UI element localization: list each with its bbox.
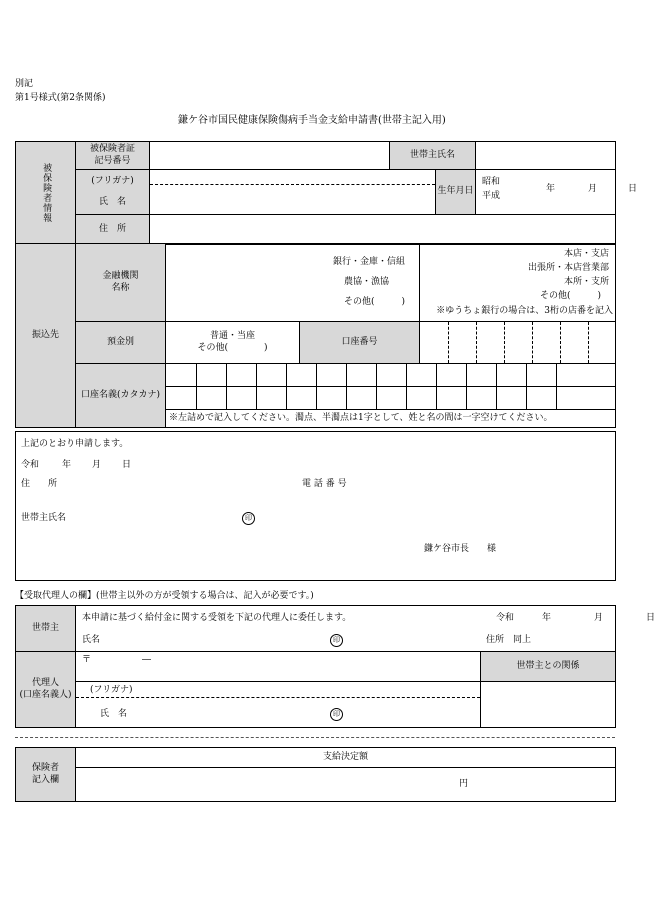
apply-statement: 上記のとおり申請します。 [21,439,129,449]
apply-month: 月 [92,460,102,470]
birthdate-label: 生年月日 [436,170,476,215]
seal-mark: 印 [242,512,255,525]
amount-field[interactable]: 円 [76,768,616,802]
insurer-table [15,747,616,802]
apply-address-label: 住 所 [21,479,58,489]
apply-day: 日 [122,460,132,470]
transfer-section-label: 振込先 [16,244,76,428]
transfer-table [15,243,616,428]
account-holder-grid[interactable] [166,364,616,410]
address-label: 住 所 [76,215,150,245]
agent-householder-label: 世帯主 [16,606,76,652]
apply-era: 令和 [21,460,40,470]
name-label: (フリガナ) 氏 名 [76,170,150,215]
agent-info-field[interactable]: 〒 ― (フリガナ) 氏 名 印 [76,652,481,728]
card-number-field[interactable] [150,142,390,170]
account-holder-note: ※左詰めで記入してください。濁点、半濁点は1字として、姓と名の間は一字空けてください。 [166,410,616,428]
apply-year: 年 [62,460,72,470]
application-box [15,431,616,581]
agent-label: 代理人 (口座名義人) [16,652,76,728]
separator [15,737,615,738]
amount-label: 支給決定額 [76,748,616,768]
insured-section-label: 被保険者情報 [16,142,76,245]
householder-name-field[interactable] [476,142,616,170]
agent-table [15,605,655,728]
relation-field[interactable]: 世帯主との関係 [481,652,616,728]
bank-name-label: 金融機関 名称 [76,244,166,322]
delegation-field[interactable]: 本申請に基づく給付金に関する受領を下記の代理人に委任します。 令和 年 月 日 氏名 印 住所 同上 [76,606,616,652]
branch-field[interactable]: 本店・支店 出張所・本店営業部 本所・支所 その他( ) ※ゆうちょ銀行の場合は、3桁の店番を記入 [420,244,616,322]
account-number-field[interactable] [420,322,616,364]
addressee: 鎌ケ谷市長 様 [424,544,497,554]
agent-heading: 【受取代理人の欄】(世帯主以外の方が受領する場合は、記入が必要です。) [15,591,314,601]
bank-name-field[interactable]: 銀行・金庫・信組 農協・漁協 その他( ) [166,244,420,322]
address-field[interactable] [150,215,616,245]
deposit-type-label: 預金別 [76,322,166,364]
name-field[interactable] [150,170,436,215]
insured-info-table [15,141,638,245]
apply-householder-label: 世帯主氏名 [21,513,67,523]
header-form-no: 第1号様式(第2条関係) [15,93,106,103]
apply-phone-label: 電 話 番 号 [302,479,347,489]
insurer-label: 保険者 記入欄 [16,748,76,802]
account-holder-label: 口座名義(カタカナ) [76,364,166,428]
deposit-type-options[interactable]: 普通・当座 その他( ) [166,322,300,364]
header-annex: 別記 [15,79,34,89]
householder-name-label: 世帯主氏名 [390,142,476,170]
card-number-label: 被保険者証 記号番号 [76,142,150,170]
birthdate-field[interactable]: 昭和 平成 年 月 日 [476,170,616,215]
page-title: 鎌ケ谷市国民健康保険傷病手当金支給申請書(世帯主記入用) [178,115,446,126]
account-number-label: 口座番号 [300,322,420,364]
